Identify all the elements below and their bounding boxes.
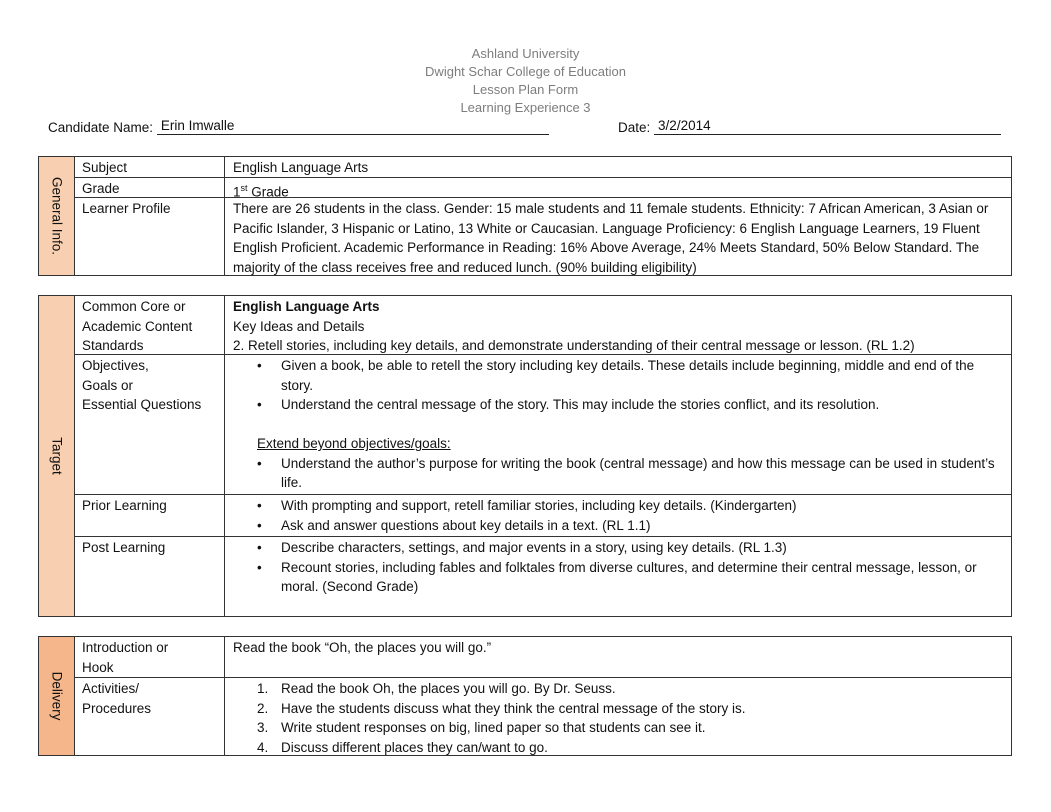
target-tab-label: Target <box>49 437 64 475</box>
learner-profile-label: Learner Profile <box>75 198 225 276</box>
item-number: 1. <box>257 681 269 696</box>
prior-learning-value[interactable] <box>226 495 1011 537</box>
grade-label: Grade <box>75 178 225 198</box>
introduction-label <box>75 637 225 677</box>
learner-profile-value[interactable]: There are 26 students in the class. Gender: 15 male students and 11 female students. Ethnicity: 7 African American, 3 Asian or Pacific Islander, 3 Hispanic or Latino, 13 White or Caucasian. Language Proficiency: 6 English Language Learners, 19 Fluent English Proficient. Academic Performance in Reading: 16% Above Average, 24% Meets Standard, 50% Below Standard. The majority of the class receives free and reduced lunch. (90% building eligibility) <box>233 201 989 275</box>
grade-number: 1 <box>233 184 241 200</box>
activities-row <box>75 677 1011 756</box>
date-value: 3/2/2014 <box>658 118 711 133</box>
standards-label <box>75 296 225 354</box>
list-item: • Understand the central message of the story. This may include the stories conflict, and its resolution. <box>233 395 1005 415</box>
extend-title: Extend beyond objectives/goals: <box>257 436 451 451</box>
objectives-label-line: Goals or <box>82 377 134 393</box>
delivery-tab <box>39 637 75 755</box>
standards-text: 2. Retell stories, including key details, and demonstrate understanding of their central message or lesson. (RL 1.2) <box>233 338 915 353</box>
standards-label-line: Common Core or <box>82 299 186 314</box>
objectives-label-line: Essential Questions <box>82 397 202 412</box>
list-item <box>233 738 1005 758</box>
standards-value[interactable] <box>226 296 1011 354</box>
standards-subtitle: Key Ideas and Details <box>233 318 365 334</box>
subject-value[interactable]: English Language Arts <box>233 160 369 175</box>
list-item: • Understand the author’s purpose for writing the book (central message) and how this message can be used in student’s life. <box>233 454 1005 493</box>
target-section <box>38 295 1012 617</box>
candidate-name-label: Candidate Name: <box>48 120 154 135</box>
list-item <box>233 699 1005 719</box>
objectives-value[interactable] <box>226 355 1011 495</box>
candidate-line <box>48 118 549 135</box>
introduction-value[interactable]: Read the book “Oh, the places you will go.” <box>233 640 492 655</box>
list-item: • Given a book, be able to retell the story including key details. These details include beginning, middle and end of the story. <box>233 356 1005 395</box>
candidate-name-value: Erin Imwalle <box>160 118 235 133</box>
introduction-label-line: Introduction or <box>82 640 169 655</box>
activities-label <box>75 678 225 756</box>
general-info-section <box>38 156 1012 276</box>
date-label: Date: <box>618 120 651 135</box>
grade-row <box>75 177 1011 198</box>
introduction-label-line: Hook <box>82 659 114 675</box>
activities-value[interactable] <box>226 678 1011 756</box>
item-text: Write student responses on big, lined paper so that students can see it. <box>281 720 706 735</box>
list-item <box>233 679 1005 699</box>
date-line <box>618 118 1001 135</box>
college-name: Dwight Schar College of Education <box>425 64 626 79</box>
activities-label-line: Procedures <box>82 700 152 716</box>
experience-title: Learning Experience 3 <box>460 100 591 115</box>
university-name: Ashland University <box>471 46 580 61</box>
item-number: 4. <box>257 739 269 755</box>
standards-label-line: Standards <box>82 338 144 353</box>
item-number: 3. <box>257 720 269 735</box>
post-learning-row <box>75 536 1011 617</box>
learner-profile-row <box>75 197 1011 276</box>
grade-suffix: st <box>240 183 248 193</box>
standards-label-line: Academic Content <box>82 318 193 334</box>
target-tab <box>39 296 75 616</box>
form-title: Lesson Plan Form <box>472 82 579 97</box>
list-item: • Describe characters, settings, and major events in a story, using key details. (RL 1.3) <box>233 538 1005 558</box>
grade-word: Grade <box>247 184 289 200</box>
standards-row <box>75 296 1011 354</box>
post-learning-label: Post Learning <box>75 537 225 617</box>
date-field[interactable] <box>654 118 1001 135</box>
grade-value[interactable] <box>226 178 1011 198</box>
objectives-row <box>75 354 1011 495</box>
delivery-section <box>38 636 1012 756</box>
item-text: Read the book Oh, the places you will go. By Dr. Seuss. <box>281 681 616 696</box>
delivery-tab-label: Delivery <box>49 671 64 721</box>
prior-learning-label: Prior Learning <box>75 495 225 537</box>
list-item: • Ask and answer questions about key details in a text. (RL 1.1) <box>233 516 1005 536</box>
item-text: Discuss different places they can/want to go. <box>281 739 548 755</box>
activities-label-line: Activities/ <box>82 681 140 696</box>
list-item: • Recount stories, including fables and folktales from diverse cultures, and determine their central message, lesson, or moral. (Second Grade) <box>233 558 1005 597</box>
standards-title: English Language Arts <box>233 299 380 314</box>
item-text: Have the students discuss what they think the central message of the story is. <box>281 700 746 716</box>
prior-learning-row <box>75 494 1011 537</box>
general-info-tab-label: General Info. <box>49 176 64 256</box>
item-number: 2. <box>257 700 269 716</box>
introduction-row <box>75 637 1011 677</box>
candidate-name-field[interactable] <box>157 118 549 135</box>
list-item <box>233 718 1005 738</box>
objectives-label-line: Objectives, <box>82 358 149 373</box>
post-learning-value[interactable] <box>226 537 1011 617</box>
list-item: • With prompting and support, retell familiar stories, including key details. (Kindergarten) <box>233 496 1005 516</box>
subject-row <box>75 157 1011 177</box>
subject-label: Subject <box>75 157 225 177</box>
general-info-tab <box>39 157 75 275</box>
objectives-label <box>75 355 225 495</box>
